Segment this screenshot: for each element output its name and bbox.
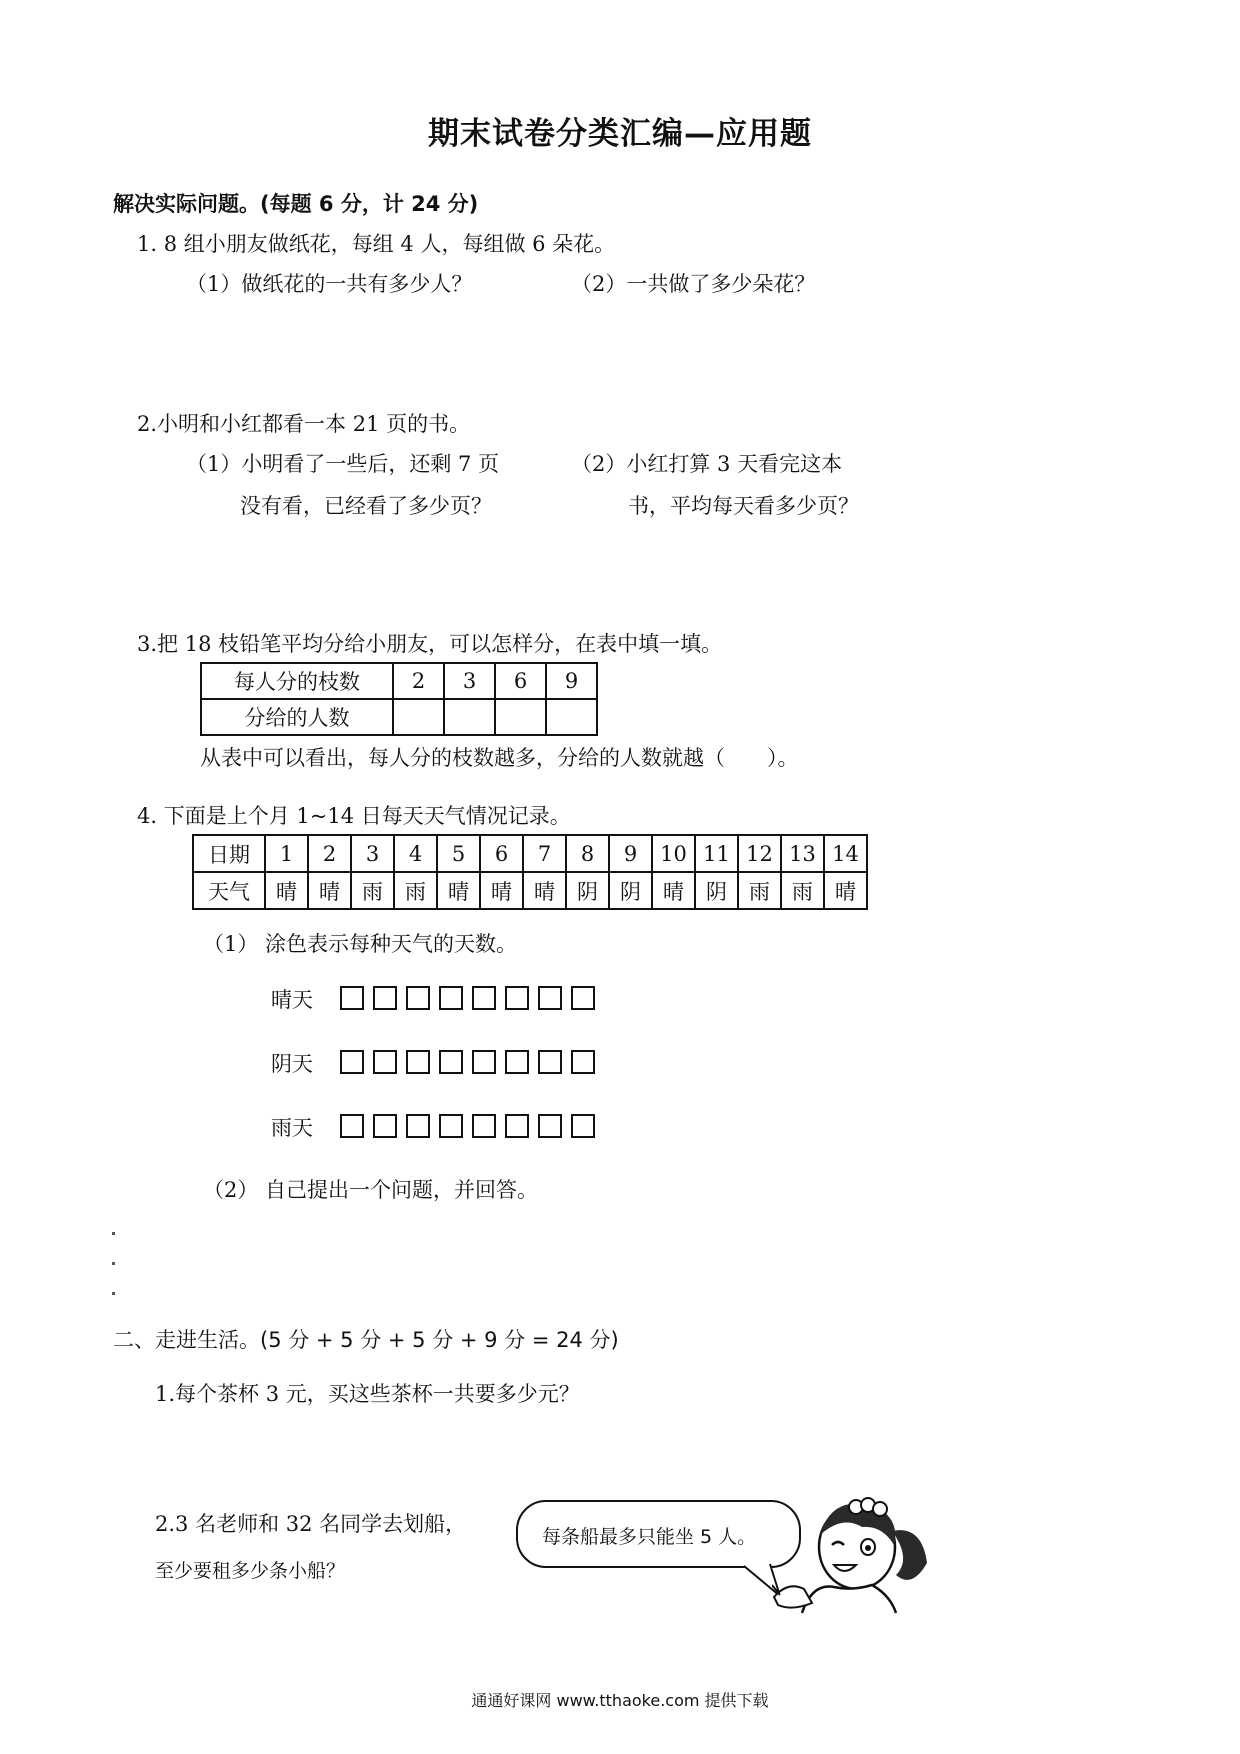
pencil-table-value: 9 <box>546 663 597 699</box>
weather-table-date: 5 <box>437 835 480 872</box>
weather-table-weather: 晴 <box>824 872 867 909</box>
pencil-table-row2-header: 分给的人数 <box>201 699 393 735</box>
color-square[interactable] <box>472 1050 496 1074</box>
speech-bubble-text: 每条船最多只能坐 5 人。 <box>542 1526 757 1548</box>
cloudy-squares <box>340 1050 595 1074</box>
pencil-table-value: 2 <box>393 663 444 699</box>
q1-sub1: （1）做纸花的一共有多少人？ <box>186 272 473 296</box>
weather-table-date: 10 <box>652 835 695 872</box>
weather-table-weather: 晴 <box>437 872 480 909</box>
color-square[interactable] <box>439 1114 463 1138</box>
color-square[interactable] <box>340 1114 364 1138</box>
weather-table-weather: 雨 <box>738 872 781 909</box>
weather-table-date-header: 日期 <box>193 835 265 872</box>
weather-table-date: 1 <box>265 835 308 872</box>
weather-table-weather: 晴 <box>652 872 695 909</box>
color-square[interactable] <box>571 1114 595 1138</box>
pencil-table-row1-header: 每人分的枝数 <box>201 663 393 699</box>
weather-table-date: 13 <box>781 835 824 872</box>
color-square[interactable] <box>538 986 562 1010</box>
q1-sub2: （2）一共做了多少朵花？ <box>571 272 816 296</box>
sunny-squares <box>340 986 595 1010</box>
pencil-table-value: 3 <box>444 663 495 699</box>
pencil-table-blank-cell[interactable] <box>546 699 597 735</box>
q2-text: 2.小明和小红都看一本 21 页的书。 <box>137 412 471 436</box>
color-square[interactable] <box>472 986 496 1010</box>
pencil-table-value: 6 <box>495 663 546 699</box>
weather-table-weather: 雨 <box>781 872 824 909</box>
color-square[interactable] <box>373 1050 397 1074</box>
rainy-squares <box>340 1114 595 1138</box>
section2-header: 二、走进生活。(5 分 + 5 分 + 5 分 + 9 分 = 24 分) <box>113 1328 619 1352</box>
q2-sub1-line2: 没有看，已经看了多少页？ <box>240 494 492 518</box>
color-square[interactable] <box>439 986 463 1010</box>
color-square[interactable] <box>472 1114 496 1138</box>
color-square[interactable] <box>340 986 364 1010</box>
color-square[interactable] <box>538 1050 562 1074</box>
color-square[interactable] <box>505 986 529 1010</box>
footer-credit: 通通好课网 www.tthaoke.com 提供下载 <box>471 1691 769 1710</box>
weather-table <box>192 834 868 910</box>
weather-table-weather: 阴 <box>566 872 609 909</box>
weather-table-weather-header: 天气 <box>193 872 265 909</box>
weather-table-date: 4 <box>394 835 437 872</box>
q2-sub1-line1: （1）小明看了一些后，还剩 7 页 <box>186 452 500 476</box>
q4-sub2: （2） 自己提出一个问题，并回答。 <box>203 1178 539 1202</box>
weather-label-cloudy: 阴天 <box>271 1052 313 1076</box>
girl-illustration <box>772 1485 932 1615</box>
color-square[interactable] <box>406 986 430 1010</box>
margin-dot <box>112 1262 115 1265</box>
s2-q2-line1: 2.3 名老师和 32 名同学去划船， <box>155 1512 467 1536</box>
color-square[interactable] <box>406 1050 430 1074</box>
s2-q1-text: 1.每个茶杯 3 元，买这些茶杯一共要多少元？ <box>155 1382 580 1406</box>
q2-sub2-line2: 书，平均每天看多少页？ <box>628 494 859 518</box>
color-square[interactable] <box>538 1114 562 1138</box>
weather-table-date: 2 <box>308 835 351 872</box>
weather-table-date: 8 <box>566 835 609 872</box>
weather-table-weather: 阴 <box>609 872 652 909</box>
weather-table-date: 9 <box>609 835 652 872</box>
weather-table-weather: 晴 <box>265 872 308 909</box>
weather-table-weather: 晴 <box>308 872 351 909</box>
color-square[interactable] <box>439 1050 463 1074</box>
color-square[interactable] <box>571 986 595 1010</box>
q4-sub1: （1） 涂色表示每种天气的天数。 <box>203 932 518 956</box>
weather-table-date: 6 <box>480 835 523 872</box>
weather-table-date: 11 <box>695 835 738 872</box>
color-square[interactable] <box>373 986 397 1010</box>
q2-sub2-line1: （2）小红打算 3 天看完这本 <box>571 452 843 476</box>
color-square[interactable] <box>505 1050 529 1074</box>
margin-dot <box>112 1232 115 1235</box>
color-square[interactable] <box>340 1050 364 1074</box>
pencil-table-blank-cell[interactable] <box>393 699 444 735</box>
weather-table-weather: 晴 <box>523 872 566 909</box>
color-square[interactable] <box>571 1050 595 1074</box>
weather-table-weather: 雨 <box>394 872 437 909</box>
q3-text: 3.把 18 枝铅笔平均分给小朋友，可以怎样分，在表中填一填。 <box>137 632 723 656</box>
weather-table-date: 12 <box>738 835 781 872</box>
margin-dot <box>112 1292 115 1295</box>
color-square[interactable] <box>373 1114 397 1138</box>
weather-table-weather: 晴 <box>480 872 523 909</box>
page-title: 期末试卷分类汇编—应用题 <box>428 116 812 152</box>
weather-table-date: 3 <box>351 835 394 872</box>
pencil-table-blank-cell[interactable] <box>495 699 546 735</box>
s2-q2-line2: 至少要租多少条小船？ <box>155 1560 346 1582</box>
weather-table-weather: 雨 <box>351 872 394 909</box>
weather-table-weather: 阴 <box>695 872 738 909</box>
speech-bubble <box>516 1500 801 1568</box>
weather-label-sunny: 晴天 <box>271 988 313 1012</box>
weather-label-rainy: 雨天 <box>271 1116 313 1140</box>
weather-table-date: 7 <box>523 835 566 872</box>
q4-text: 4. 下面是上个月 1~14 日每天天气情况记录。 <box>137 804 571 828</box>
color-square[interactable] <box>505 1114 529 1138</box>
q1-text: 1. 8 组小朋友做纸花，每组 4 人，每组做 6 朵花。 <box>137 232 616 256</box>
section1-header: 解决实际问题。(每题 6 分，计 24 分) <box>113 192 479 216</box>
weather-table-date: 14 <box>824 835 867 872</box>
pencil-table-blank-cell[interactable] <box>444 699 495 735</box>
q3-conclusion: 从表中可以看出，每人分的枝数越多，分给的人数就越（ ）。 <box>200 746 799 770</box>
color-square[interactable] <box>406 1114 430 1138</box>
pencil-table <box>200 662 598 736</box>
